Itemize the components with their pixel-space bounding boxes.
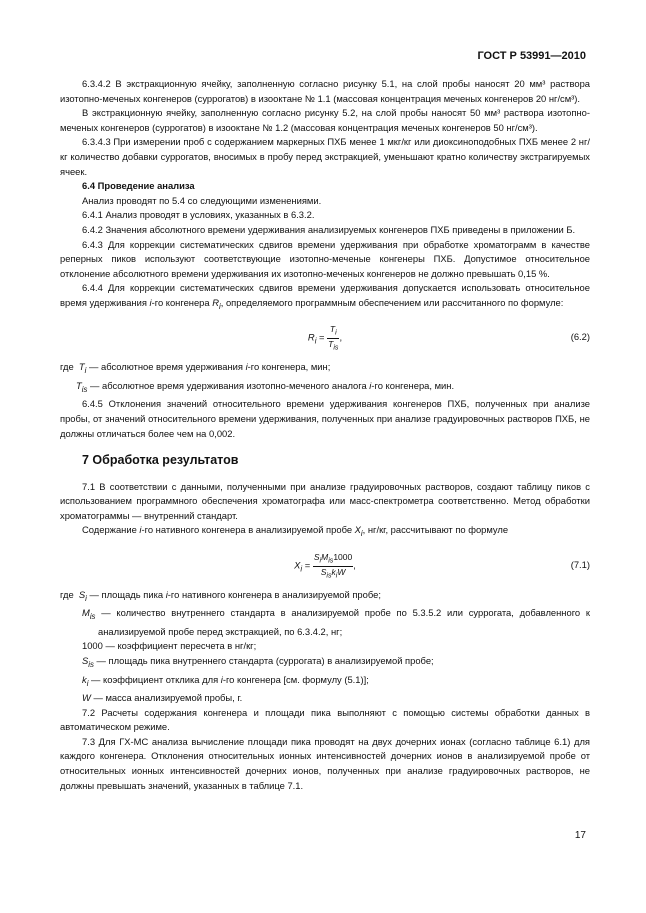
paragraph-7-2: 7.2 Расчеты содержания конгенера и площади пика выполняют с помощью системы обработки данных в автоматическом режиме. [60, 706, 590, 733]
section-heading-7: 7 Обработка результатов [82, 453, 239, 468]
formula-7-1-number: (7.1) [570, 558, 590, 570]
page-number: 17 [574, 830, 586, 841]
subsection-heading-6-4: 6.4 Проведение анализа [82, 180, 195, 192]
formula-6-2-number: (6.2) [570, 331, 590, 343]
paragraph-6-4-3: 6.4.3 Для коррекции систематических сдвигов времени удерживания при обработке хроматограмм в качестве реперных пиков используют соответствующие изотопно-меченые конгенеры ПХБ. Допустимое относительное отклонение абсолютного времени удерживания их изотопно-меченых конгенеров не должно превышать 0,15 %. [60, 238, 590, 279]
document-body [60, 77, 590, 793]
paragraph-6-4: Анализ проводят по 5.4 со следующими изменениями. [82, 194, 322, 206]
where-list-7-1: где $S_i$ — площадь пика i-го нативного конгенера в анализируемой пробе; $M_{is}$ — количество внутреннего стандарта в анализируемой пробе по 5.3.5.2 или суррогата, добавленного к анализируемой пробе перед экстракцией, по 6.3.4.2, нг; 1000 — коэффициент пересчета в нг/кг; $S_{is}$ — площадь пика внутреннего стандарта (суррогата) в анализируемой пробе; $k_i$ — коэффициент отклика для i-го конгенера [см. формулу (5.1)]; W — масса анализируемой пробы, г. [60, 588, 590, 703]
formula-7-1: $X_i$ = $\frac{S_iM_{is}1000}{S_{is}k_iW}$ , (7.1) [294, 551, 590, 580]
formula-6-2-fraction: $\frac{T_i}{T_{is}}$ [328, 324, 339, 352]
formula-6-2: $R_i$ = $\frac{T_i}{T_{is}}$ , (6.2) [307, 324, 590, 352]
paragraph-6-3-4-2: 6.3.4.2 В экстракционную ячейку, заполненную согласно рисунку 5.1, на слой пробы наносят 20 мм³ раствора изотопно-меченых конгенеров (суррогатов) в изооктане № 1.1 (массовая концентрация меченых конгенеров 20 нг/см³). [60, 78, 590, 104]
paragraph-6-4-2: 6.4.2 Значения абсолютного времени удерживания анализируемых конгенеров ПХБ приведены в приложении Б. [82, 223, 576, 235]
where-list-6-2: где $T_i$ — абсолютное время удерживания i-го конгенера, мин; $T_{is}$ — абсолютное время удерживания изотопно-меченого аналога i-го конгенера, мин. [60, 361, 455, 394]
paragraph-6-4-1: 6.4.1 Анализ проводят в условиях, указанных в 6.3.2. [82, 209, 315, 221]
formula-7-1-fraction: $\frac{S_iM_{is}1000}{S_{is}k_iW}$ [313, 551, 353, 580]
paragraph-7-3: 7.3 Для ГХ-МС анализа вычисление площади пика проводят на двух дочерних ионах (согласно таблице 6.1) для каждого конгенера. Отклонения относительных ионных интенсивностей дочерних ионов в анализируемой пробе от относительных ионных интенсивностей дочерних ионов, полученных при анализе градуировочных растворов, не должны превышать значений, указанных в таблице 7.1. [60, 735, 590, 791]
paragraph-7-1: 7.1 В соответствии с данными, полученными при анализе градуировочных растворов, создают таблицу пиков с использованием программного обеспечения хроматографа или масс-спектрометра соответственно. Метод обработки хроматограммы — внутренний стандарт. [60, 480, 590, 521]
paragraph-6-4-5: 6.4.5 Отклонения значений относительного времени удерживания конгенеров ПХБ, полученных при анализе пробы, от значений относительного времени удерживания, полученных при анализе градуировочных растворов ПХБ, не должны отличаться более чем на 0,002. [60, 398, 590, 439]
paragraph-6-3-4-3: 6.3.4.3 При измерении проб с содержанием маркерных ПХБ менее 1 мкг/кг или диоксиноподобных ПХБ менее 2 нг/кг количество добавки суррогатов, вносимых в пробу перед экстракцией, уменьшают кратно количеству экстрагируемых ячеек. [60, 136, 590, 177]
document-header: ГОСТ Р 53991—2010 [477, 50, 586, 62]
paragraph-7-1-b: Содержание i-го нативного конгенера в анализируемой пробе $X_i$, нг/кг, рассчитывают по формуле [82, 524, 509, 539]
paragraph-6-4-4: 6.4.4 Для коррекции систематических сдвигов времени удерживания допускается использовать относительное время удерживания i-го конгенера $R_i$, определяемого программным обеспечением или рассчитанного по формуле: [60, 282, 590, 311]
paragraph-6-3-4-2-b: В экстракционную ячейку, заполненную согласно рисунку 5.2, на слой пробы наносят 50 мм³ раствора изотопно-меченых конгенеров (суррогатов) в изооктане № 1.2 (массовая концентрация меченых конгенеров 50 нг/см³). [60, 107, 590, 133]
